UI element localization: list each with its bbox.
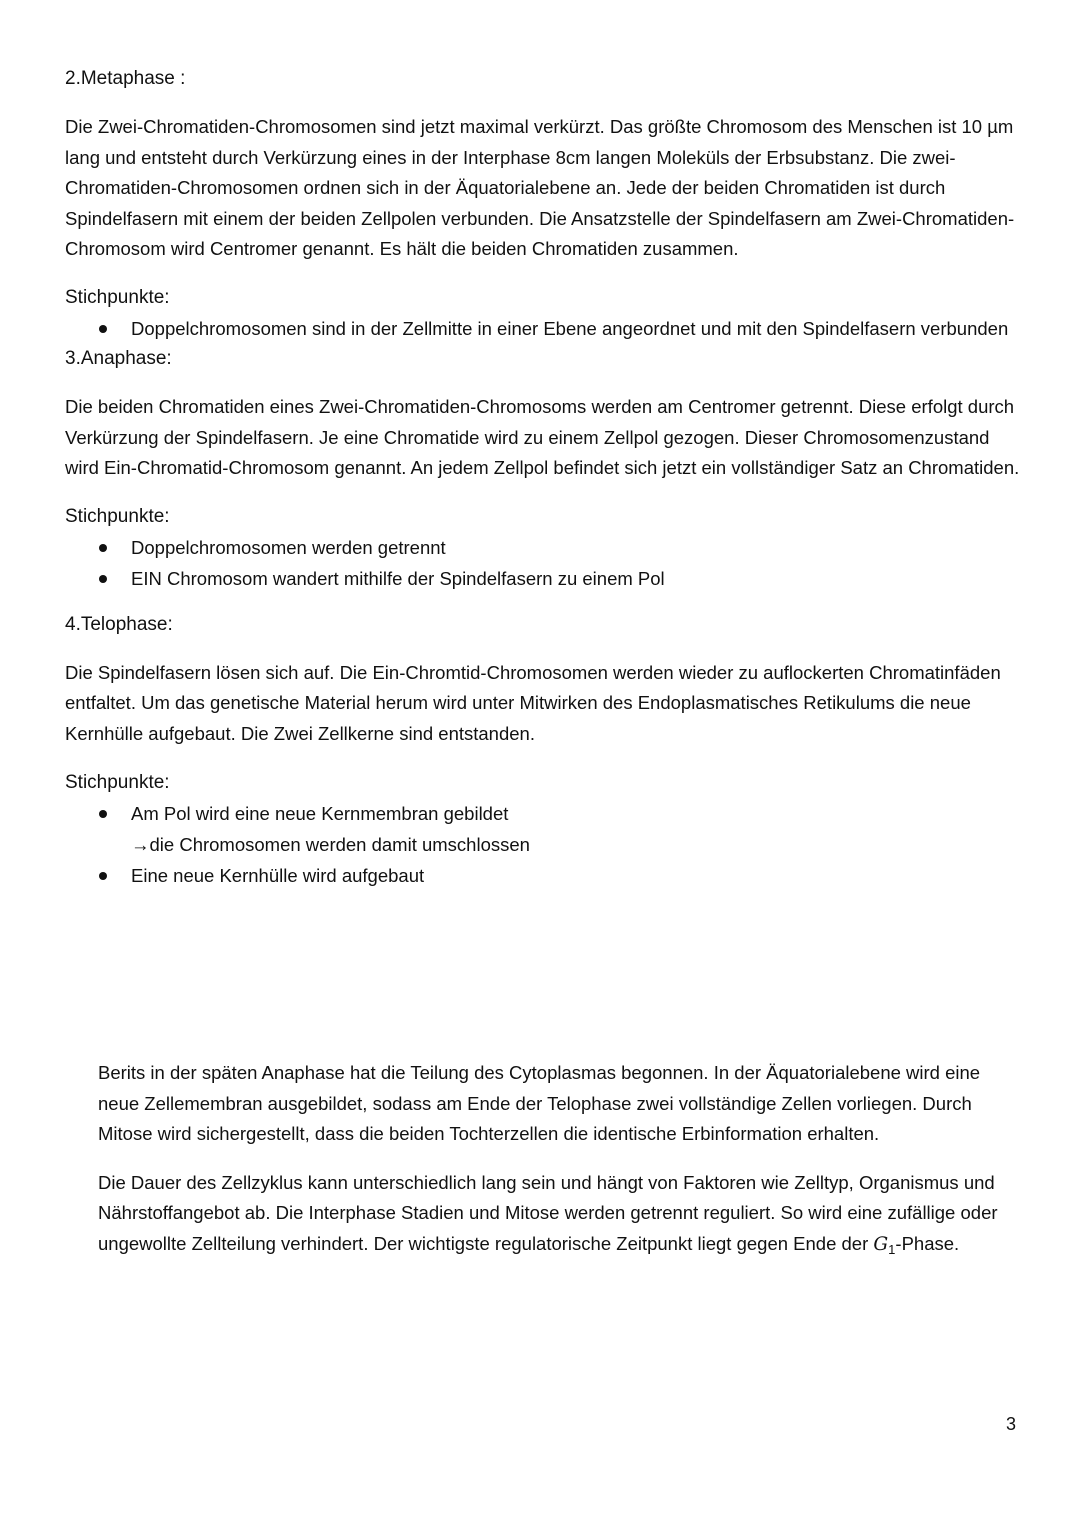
list-item bbox=[65, 563, 1025, 594]
metaphase-keypoints-label: Stichpunkte: bbox=[65, 286, 170, 308]
metaphase-keypoints-list bbox=[65, 313, 1025, 344]
closing-paragraph-2 bbox=[98, 1168, 1018, 1266]
page-number: 3 bbox=[1005, 1414, 1016, 1434]
telophase-keypoints-label: Stichpunkte: bbox=[65, 771, 170, 793]
bullet-text: EIN Chromosom wandert mithilfe der Spindelfasern zu einem Pol bbox=[131, 567, 665, 589]
anaphase-paragraph: Die beiden Chromatiden eines Zwei-Chromatiden-Chromosoms werden am Centromer getrennt. Diese erfolgt durch Verkürzung der Spindelfasern. Je eine Chromatide wird zu einem Zellpol gezogen. Dieser Chromosomenzustand wird Ein-Chromatid-Chromosom genannt. An jedem Zellpol befindet sich jetzt ein vollständiger Satz an Chromatiden. bbox=[65, 395, 1020, 479]
bullet-icon bbox=[99, 544, 107, 552]
closing-paragraph-2-text: Die Dauer des Zellzyklus kann unterschiedlich lang sein und hängt von Faktoren wie Zelltyp, Organismus und Nährstoffangebot ab. Die Interphase Stadien und Mitose werden getrennt reguliert. So wird eine zufällige oder ungewollte Zellteilung verhindert. Der wichtigste regulatorische Zeitpunkt liegt gegen Ende der bbox=[98, 1171, 998, 1254]
main-content bbox=[65, 64, 1025, 891]
bullet-subtext: →die Chromosomen werden damit umschlossen bbox=[131, 833, 530, 855]
closing-paragraph-1: Berits in der späten Anaphase hat die Teilung des Cytoplasmas begonnen. In der Äquatorialebene wird eine neue Zellemembran ausgebildet, sodass am Ende der Telophase zwei vollständige Zellen vorliegen. Durch Mitose wird sichergestellt, dass die beiden Tochterzellen die identische Erbinformation erhalten. bbox=[98, 1062, 981, 1145]
bullet-text: Doppelchromosomen werden getrennt bbox=[131, 536, 446, 558]
anaphase-keypoints-label: Stichpunkte: bbox=[65, 505, 170, 527]
list-item bbox=[65, 860, 1025, 891]
metaphase-heading: 2.Metaphase : bbox=[65, 68, 186, 89]
list-item bbox=[65, 798, 1025, 860]
closing-section bbox=[98, 1058, 1018, 1284]
telophase-heading: 4.Telophase: bbox=[65, 613, 173, 635]
list-item bbox=[65, 532, 1025, 563]
bullet-text: Am Pol wird eine neue Kernmembran gebildet bbox=[131, 802, 509, 824]
g1-symbol: G bbox=[873, 1233, 889, 1255]
closing-paragraph-2-tail: -Phase. bbox=[895, 1232, 960, 1254]
anaphase-keypoints-list bbox=[65, 532, 1025, 594]
bullet-icon bbox=[99, 575, 107, 583]
bullet-text: Doppelchromosomen sind in der Zellmitte in einer Ebene angeordnet und mit den Spindelfasern verbunden bbox=[131, 317, 1009, 339]
bullet-icon bbox=[99, 872, 107, 880]
telophase-paragraph: Die Spindelfasern lösen sich auf. Die Ein-Chromtid-Chromosomen werden wieder zu auflockerten Chromatinfäden entfaltet. Um das genetische Material herum wird unter Mitwirken des Endoplasmatisches Retikulums die neue Kernhülle aufgebaut. Die Zwei Zellkerne sind entstanden. bbox=[65, 661, 1001, 744]
telophase-keypoints-list bbox=[65, 798, 1025, 891]
g1-subscript: 1 bbox=[888, 1241, 896, 1257]
anaphase-heading: 3.Anaphase: bbox=[65, 347, 172, 369]
bullet-text: Eine neue Kernhülle wird aufgebaut bbox=[131, 864, 425, 886]
list-item bbox=[65, 313, 1025, 344]
bullet-icon bbox=[99, 325, 107, 333]
metaphase-paragraph: Die Zwei-Chromatiden-Chromosomen sind jetzt maximal verkürzt. Das größte Chromosom des Menschen ist 10 µm lang und entsteht durch Verkürzung eines in der Interphase 8cm langen Moleküls der Erbsubstanz. Die zwei-Chromatiden-Chromosomen ordnen sich in der Äquatorialebene an. Jede der beiden Chromatiden ist durch Spindelfasern mit einem der beiden Zellpolen verbunden. Die Ansatzstelle der Spindelfasern am Zwei-Chromatiden-Chromosom wird Centromer genannt. Es hält die beiden Chromatiden zusammen. bbox=[65, 116, 1015, 260]
bullet-icon bbox=[99, 810, 107, 818]
